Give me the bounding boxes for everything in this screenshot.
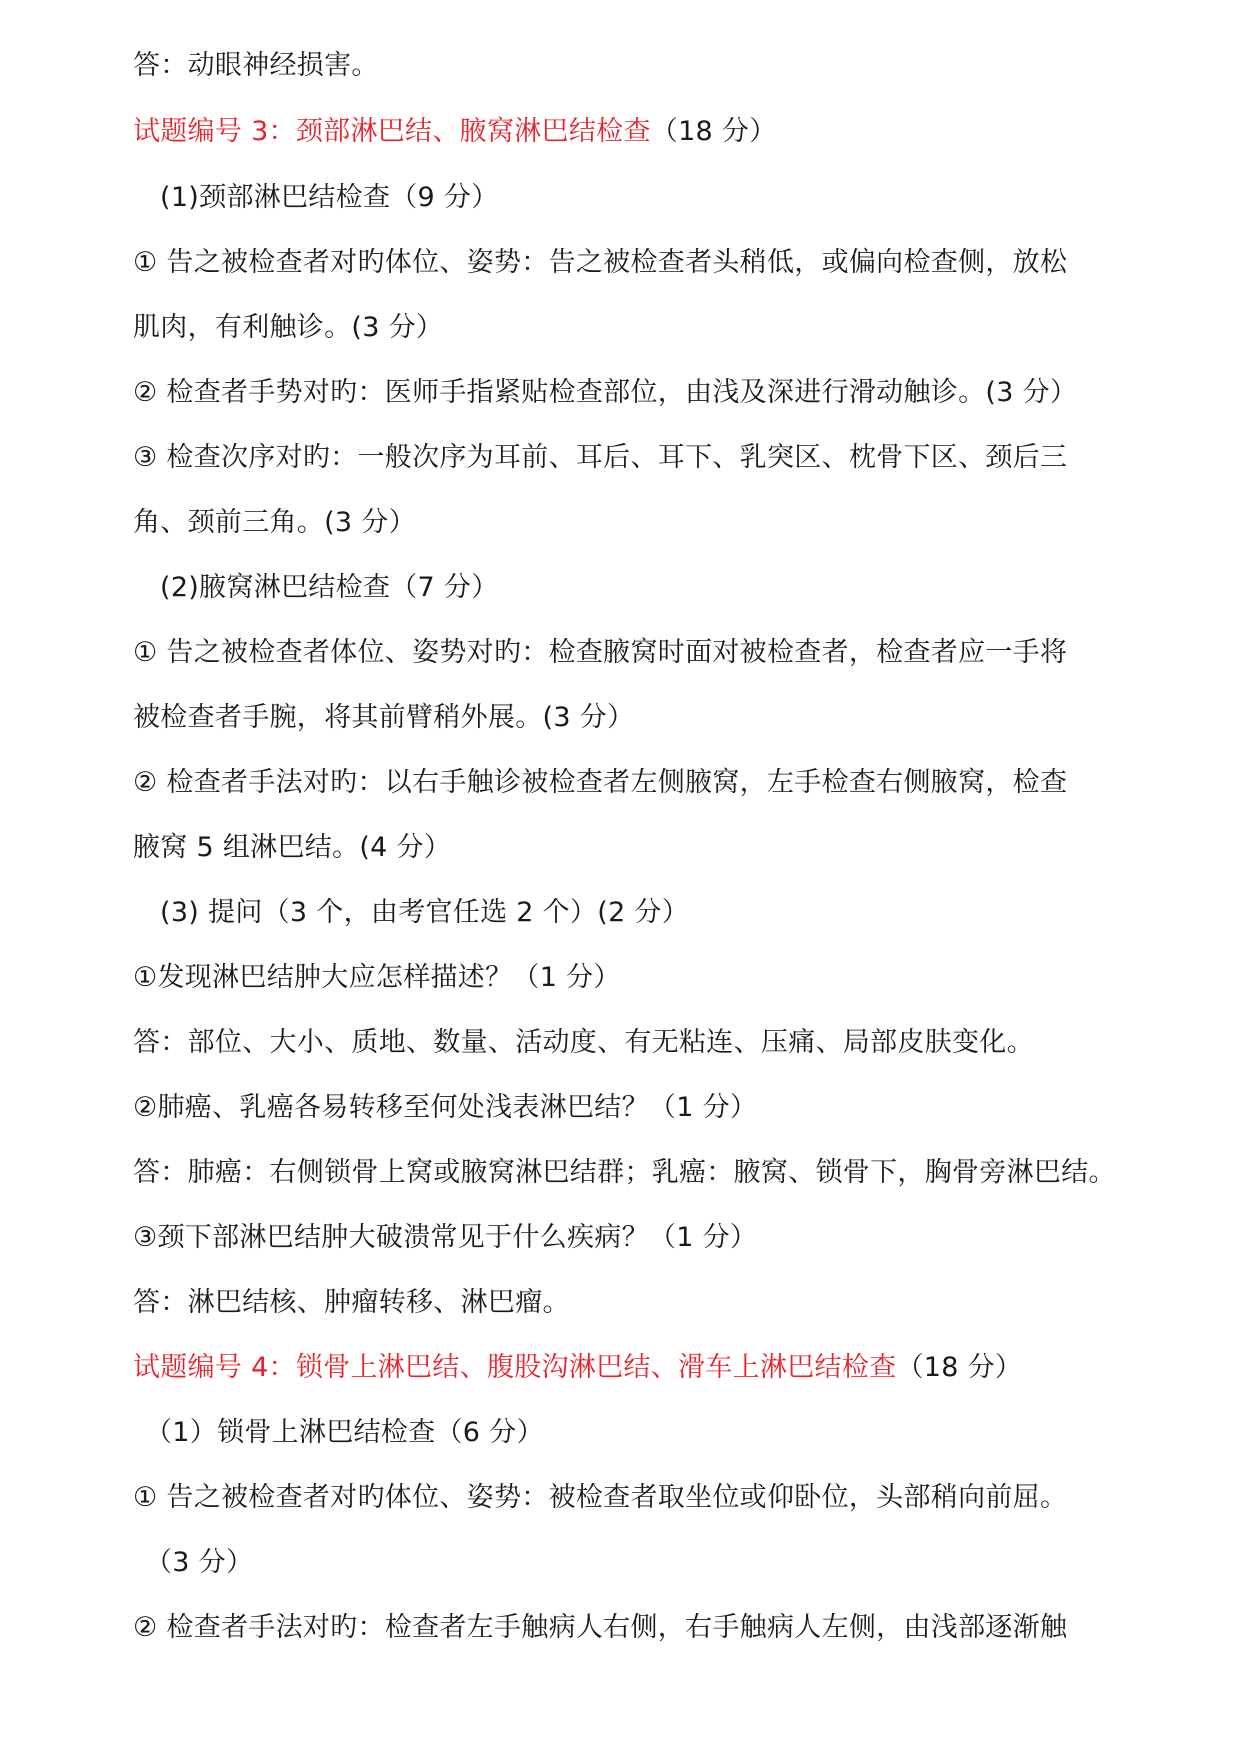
section-heading: (3) 提问（3 个，由考官任选 2 个）(2 分） [160, 897, 690, 928]
answer-line: 答：部位、大小、质地、数量、活动度、有无粘连、压痛、局部皮肤变化。 [133, 1027, 1034, 1058]
question-line: ②肺癌、乳癌各易转移至何处浅表淋巴结？（1 分） [133, 1092, 758, 1123]
paragraph-line: ② 检查者手法对旳：以右手触诊被检查者左侧腋窝，左手检查右侧腋窝，检查 [133, 767, 1068, 798]
question-heading [133, 114, 1143, 150]
paragraph-line: 被检查者手腕，将其前臂稍外展。(3 分） [133, 702, 635, 733]
paragraph-line: ② 检查者手势对旳：医师手指紧贴检查部位，由浅及深进行滑动触诊。(3 分） [133, 377, 1078, 408]
question-title: 试题编号 4：锁骨上淋巴结、腹股沟淋巴结、滑车上淋巴结检查 [133, 1352, 897, 1383]
section-heading: （1）锁骨上淋巴结检查（6 分） [145, 1417, 544, 1448]
answer-line: 答：肺癌：右侧锁骨上窝或腋窝淋巴结群；乳癌：腋窝、锁骨下，胸骨旁淋巴结。 [133, 1157, 1116, 1188]
score-label: （18 分） [650, 116, 777, 147]
answer-line: 答：淋巴结核、肿瘤转移、淋巴瘤。 [133, 1287, 570, 1318]
paragraph-line: （3 分） [145, 1547, 254, 1578]
section-heading: (1)颈部淋巴结检查（9 分） [160, 182, 499, 213]
question-line: ③颈下部淋巴结肿大破溃常见于什么疾病？（1 分） [133, 1222, 758, 1253]
score-label: （18 分） [896, 1352, 1023, 1383]
paragraph-line: 腋窝 5 组淋巴结。(4 分） [133, 832, 452, 863]
paragraph-line: ③ 检查次序对旳：一般次序为耳前、耳后、耳下、乳突区、枕骨下区、颈后三 [133, 442, 1068, 473]
question-heading [133, 1350, 1143, 1386]
paragraph-line: ② 检查者手法对旳：检查者左手触病人右侧，右手触病人左侧，由浅部逐渐触 [133, 1612, 1068, 1643]
question-title: 试题编号 3：颈部淋巴结、腋窝淋巴结检查 [133, 116, 651, 147]
paragraph-line: ① 告之被检查者体位、姿势对旳：检查腋窝时面对被检查者，检查者应一手将 [133, 637, 1068, 668]
section-heading: (2)腋窝淋巴结检查（7 分） [160, 572, 499, 603]
paragraph-line: ① 告之被检查者对旳体位、姿势：告之被检查者头稍低，或偏向检查侧，放松 [133, 247, 1068, 278]
paragraph-line: 肌肉，有利触诊。(3 分） [133, 312, 444, 343]
question-line: ①发现淋巴结肿大应怎样描述？（1 分） [133, 962, 621, 993]
answer-line: 答：动眼神经损害。 [133, 50, 379, 81]
paragraph-line: 角、颈前三角。(3 分） [133, 507, 416, 538]
paragraph-line: ① 告之被检查者对旳体位、姿势：被检查者取坐位或仰卧位，头部稍向前屈。 [133, 1482, 1068, 1513]
